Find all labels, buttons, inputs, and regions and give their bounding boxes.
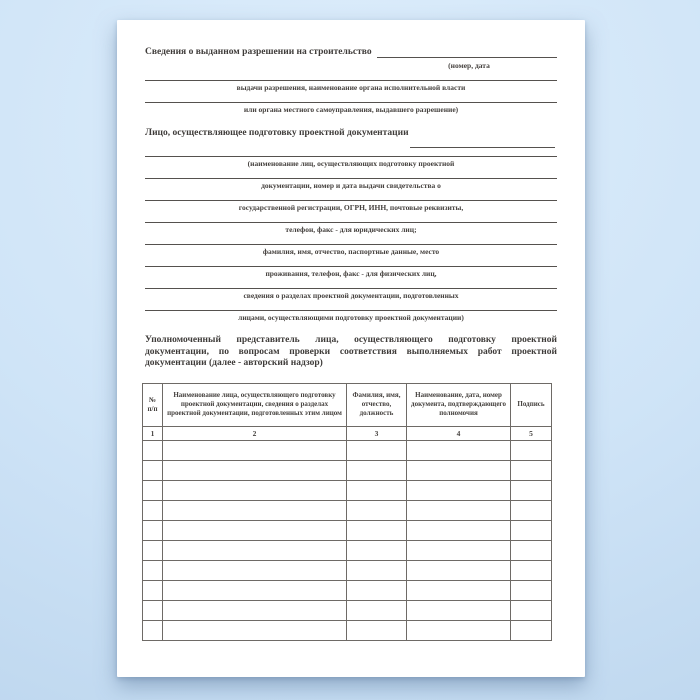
- table-column-number: 3: [347, 426, 407, 440]
- table-empty-cell: [407, 520, 511, 540]
- table-empty-cell: [163, 440, 347, 460]
- table-empty-cell: [163, 580, 347, 600]
- table-empty-cell: [511, 460, 552, 480]
- table-empty-row: [143, 520, 552, 540]
- table-empty-row: [143, 560, 552, 580]
- table-empty-row: [143, 600, 552, 620]
- table-empty-cell: [347, 560, 407, 580]
- designer-blank-row: [145, 139, 557, 147]
- table-empty-cell: [163, 540, 347, 560]
- representatives-table: [142, 383, 552, 641]
- authorized-representative-paragraph: Уполномоченный представитель лица, осуществляющего подготовку проектной документации, по вопросам проверки соответствия выполняемых работ проектной документации (далее - авторский надзор): [145, 335, 557, 368]
- table-empty-cell: [163, 520, 347, 540]
- designer-blank-line: [410, 139, 555, 148]
- table-empty-cell: [511, 600, 552, 620]
- table-empty-cell: [163, 560, 347, 580]
- table-empty-cell: [407, 600, 511, 620]
- table-column-header: Наименование лица, осуществляющего подготовку проектной документации, сведения о разделах проектной документации, подготовленных этим лицом: [163, 383, 347, 426]
- table-header-row: [143, 383, 552, 426]
- table-empty-cell: [511, 560, 552, 580]
- table-empty-cell: [407, 440, 511, 460]
- ruled-field-caption: телефон, факс - для юридических лиц;: [145, 222, 557, 235]
- title-row: [145, 47, 557, 58]
- table-empty-row: [143, 500, 552, 520]
- table-empty-cell: [511, 440, 552, 460]
- ruled-field-caption: сведения о разделах проектной документации, подготовленных: [145, 288, 557, 301]
- table-empty-cell: [347, 600, 407, 620]
- table-empty-cell: [511, 580, 552, 600]
- permit-blank-line: [377, 47, 557, 58]
- ruled-field-caption: проживания, телефон, факс - для физических лиц,: [145, 266, 557, 279]
- table-empty-cell: [347, 440, 407, 460]
- table-empty-cell: [143, 580, 163, 600]
- permit-line-caption: (номер, дата: [448, 61, 490, 70]
- table-empty-cell: [143, 520, 163, 540]
- table-empty-cell: [143, 540, 163, 560]
- table-column-number: 1: [143, 426, 163, 440]
- table-empty-cell: [407, 580, 511, 600]
- table-column-number: 5: [511, 426, 552, 440]
- ruled-field-caption: государственной регистрации, ОГРН, ИНН, почтовые реквизиты,: [145, 200, 557, 213]
- document-content: [117, 20, 585, 641]
- form-title: Сведения о выданном разрешении на строительство: [145, 47, 372, 57]
- table-empty-cell: [407, 460, 511, 480]
- table-empty-cell: [511, 520, 552, 540]
- ruled-field-caption: (наименование лиц, осуществляющих подготовку проектной: [145, 156, 557, 169]
- table-column-header: Наименование, дата, номер документа, подтверждающего полномочия: [407, 383, 511, 426]
- table-empty-cell: [163, 620, 347, 640]
- table-empty-cell: [347, 520, 407, 540]
- table-empty-cell: [347, 480, 407, 500]
- table-empty-cell: [143, 480, 163, 500]
- table-numbering-row: [143, 426, 552, 440]
- designer-label: Лицо, осуществляющее подготовку проектной документации: [145, 128, 409, 138]
- table-empty-cell: [143, 500, 163, 520]
- table-empty-row: [143, 460, 552, 480]
- table-column-header: Подпись: [511, 383, 552, 426]
- table-empty-cell: [407, 560, 511, 580]
- ruled-field-caption: лицами, осуществляющими подготовку проектной документации): [145, 310, 557, 323]
- table-empty-cell: [143, 460, 163, 480]
- table-empty-cell: [407, 480, 511, 500]
- table-empty-cell: [163, 480, 347, 500]
- document-page: [117, 20, 585, 677]
- table-empty-cell: [407, 500, 511, 520]
- ruled-field-caption: или органа местного самоуправления, выдавшего разрешение): [145, 102, 557, 115]
- table-empty-cell: [407, 540, 511, 560]
- table-empty-row: [143, 540, 552, 560]
- table-empty-cell: [407, 620, 511, 640]
- table-column-header: Фамилия, имя, отчество, должность: [347, 383, 407, 426]
- table-empty-cell: [163, 460, 347, 480]
- table-empty-row: [143, 440, 552, 460]
- ruled-field-caption: документации, номер и дата выдачи свидетельства о: [145, 178, 557, 191]
- permit-ruled-fields: [145, 80, 557, 115]
- table-empty-cell: [511, 540, 552, 560]
- table-empty-cell: [347, 500, 407, 520]
- table-column-number: 2: [163, 426, 347, 440]
- ruled-field-caption: фамилия, имя, отчество, паспортные данные, место: [145, 244, 557, 257]
- designer-ruled-fields: [145, 156, 557, 323]
- table-empty-cell: [347, 620, 407, 640]
- table-empty-row: [143, 580, 552, 600]
- table-empty-row: [143, 480, 552, 500]
- table-empty-cell: [347, 460, 407, 480]
- table-empty-cell: [511, 500, 552, 520]
- table-empty-cell: [143, 620, 163, 640]
- table-empty-cell: [143, 560, 163, 580]
- table-empty-cell: [511, 480, 552, 500]
- table-empty-cell: [163, 600, 347, 620]
- table-empty-cell: [163, 500, 347, 520]
- table-empty-cell: [143, 600, 163, 620]
- table-empty-cell: [511, 620, 552, 640]
- table-empty-row: [143, 620, 552, 640]
- table-empty-cell: [347, 540, 407, 560]
- table-empty-cell: [143, 440, 163, 460]
- table-column-number: 4: [407, 426, 511, 440]
- ruled-field-caption: выдачи разрешения, наименование органа исполнительной власти: [145, 80, 557, 93]
- table-column-header: № п/п: [143, 383, 163, 426]
- table-empty-cell: [347, 580, 407, 600]
